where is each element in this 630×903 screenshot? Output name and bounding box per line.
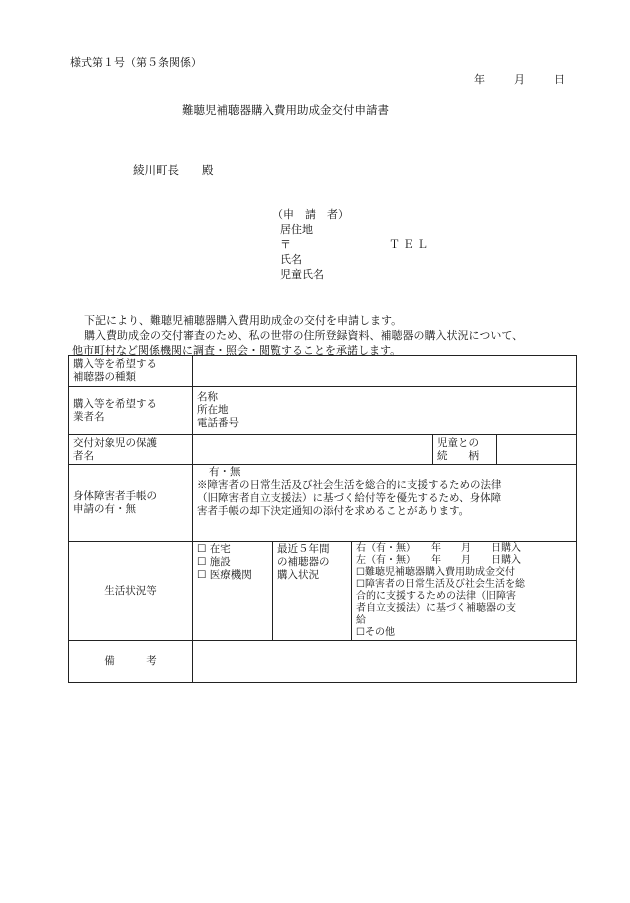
intro-line-1: 下記により、難聴児補聴器購入費用助成金の交付を申請します。 bbox=[84, 314, 403, 327]
remarks-label: 備 考 bbox=[69, 641, 193, 683]
recent-purchase-details bbox=[352, 542, 577, 641]
form-number: 様式第１号（第５条関係） bbox=[70, 56, 202, 69]
handbook-cell bbox=[193, 465, 577, 542]
date-line bbox=[474, 71, 565, 87]
intro-line-2: 購入費助成金の交付審査のため、私の世帯の住所登録資料、補聴器の購入状況について、 bbox=[84, 329, 524, 342]
vendor-label: 購入等を希望する 業者名 bbox=[69, 387, 193, 435]
guardian-name-field[interactable] bbox=[193, 435, 433, 465]
handbook-label: 身体障害者手帳の 申請の有・無 bbox=[69, 465, 193, 542]
handbook-note: ※障害者の日常生活及び社会生活を総合的に支援するための法律 （旧障害者自立支援法）に基づく給付等を優先するため、身体障 害者手帳の却下決定通知の添付を求めることがあります。 bbox=[197, 479, 502, 517]
option-medical[interactable]: ☐ 医療機関 bbox=[197, 569, 252, 581]
applicant-postal-label: 〒 bbox=[280, 238, 291, 251]
remarks-field[interactable] bbox=[193, 641, 577, 683]
child-name-label: 児童氏名 bbox=[280, 268, 324, 281]
addressee: 綾川町長 殿 bbox=[133, 163, 214, 177]
applicant-heading: （申 請 者） bbox=[272, 208, 349, 221]
law-option[interactable]: ☐障害者の日常生活及び社会生活を総 合的に支援するための法律（旧障害 者自立支援法）に基づく補聴器の支 給 bbox=[356, 579, 525, 626]
other-option[interactable]: ☐その他 bbox=[356, 627, 395, 638]
option-home[interactable]: ☐ 在宅 bbox=[197, 543, 231, 555]
row-vendor bbox=[69, 387, 577, 435]
relation-label: 児童との 続 柄 bbox=[433, 435, 497, 465]
right-ear-purchase[interactable]: 右（有・無） 年 月 日購入 bbox=[356, 543, 521, 554]
hearing-aid-type-label: 購入等を希望する 補聴器の種類 bbox=[69, 356, 193, 387]
living-options bbox=[193, 542, 273, 641]
row-living-status bbox=[69, 542, 577, 641]
vendor-fields[interactable]: 名称 所在地 電話番号 bbox=[193, 387, 577, 435]
row-guardian bbox=[69, 435, 577, 465]
left-ear-purchase[interactable]: 左（有・無） 年 月 日購入 bbox=[356, 555, 521, 566]
applicant-address-label: 居住地 bbox=[280, 223, 313, 236]
living-status-label: 生活状況等 bbox=[69, 542, 193, 641]
applicant-tel-label: ＴＥＬ bbox=[389, 238, 431, 251]
hearing-aid-type-field[interactable] bbox=[193, 356, 577, 387]
guardian-label: 交付対象児の保護 者名 bbox=[69, 435, 193, 465]
application-table bbox=[68, 355, 577, 683]
relation-field[interactable] bbox=[497, 435, 577, 465]
document-title: 難聴児補聴器購入費用助成金交付申請書 bbox=[182, 103, 389, 117]
recent-purchase-label: 最近５年間 の補聴器の 購入状況 bbox=[273, 542, 352, 641]
date-month: 月 bbox=[514, 73, 525, 86]
option-facility[interactable]: ☐ 施設 bbox=[197, 556, 231, 568]
applicant-name-label: 氏名 bbox=[280, 253, 302, 266]
handbook-choice[interactable]: 有・無 bbox=[209, 466, 241, 478]
intro-line-3: 他市町村など関係機関に調査・照会・閲覧することを承諾します。 bbox=[72, 344, 402, 357]
subsidy-option[interactable]: ☐難聴児補聴器購入費用助成金交付 bbox=[356, 567, 515, 578]
row-handbook bbox=[69, 465, 577, 542]
row-remarks bbox=[69, 641, 577, 683]
row-hearing-aid-type bbox=[69, 356, 577, 387]
date-day: 日 bbox=[554, 73, 565, 86]
date-year: 年 bbox=[474, 73, 485, 86]
